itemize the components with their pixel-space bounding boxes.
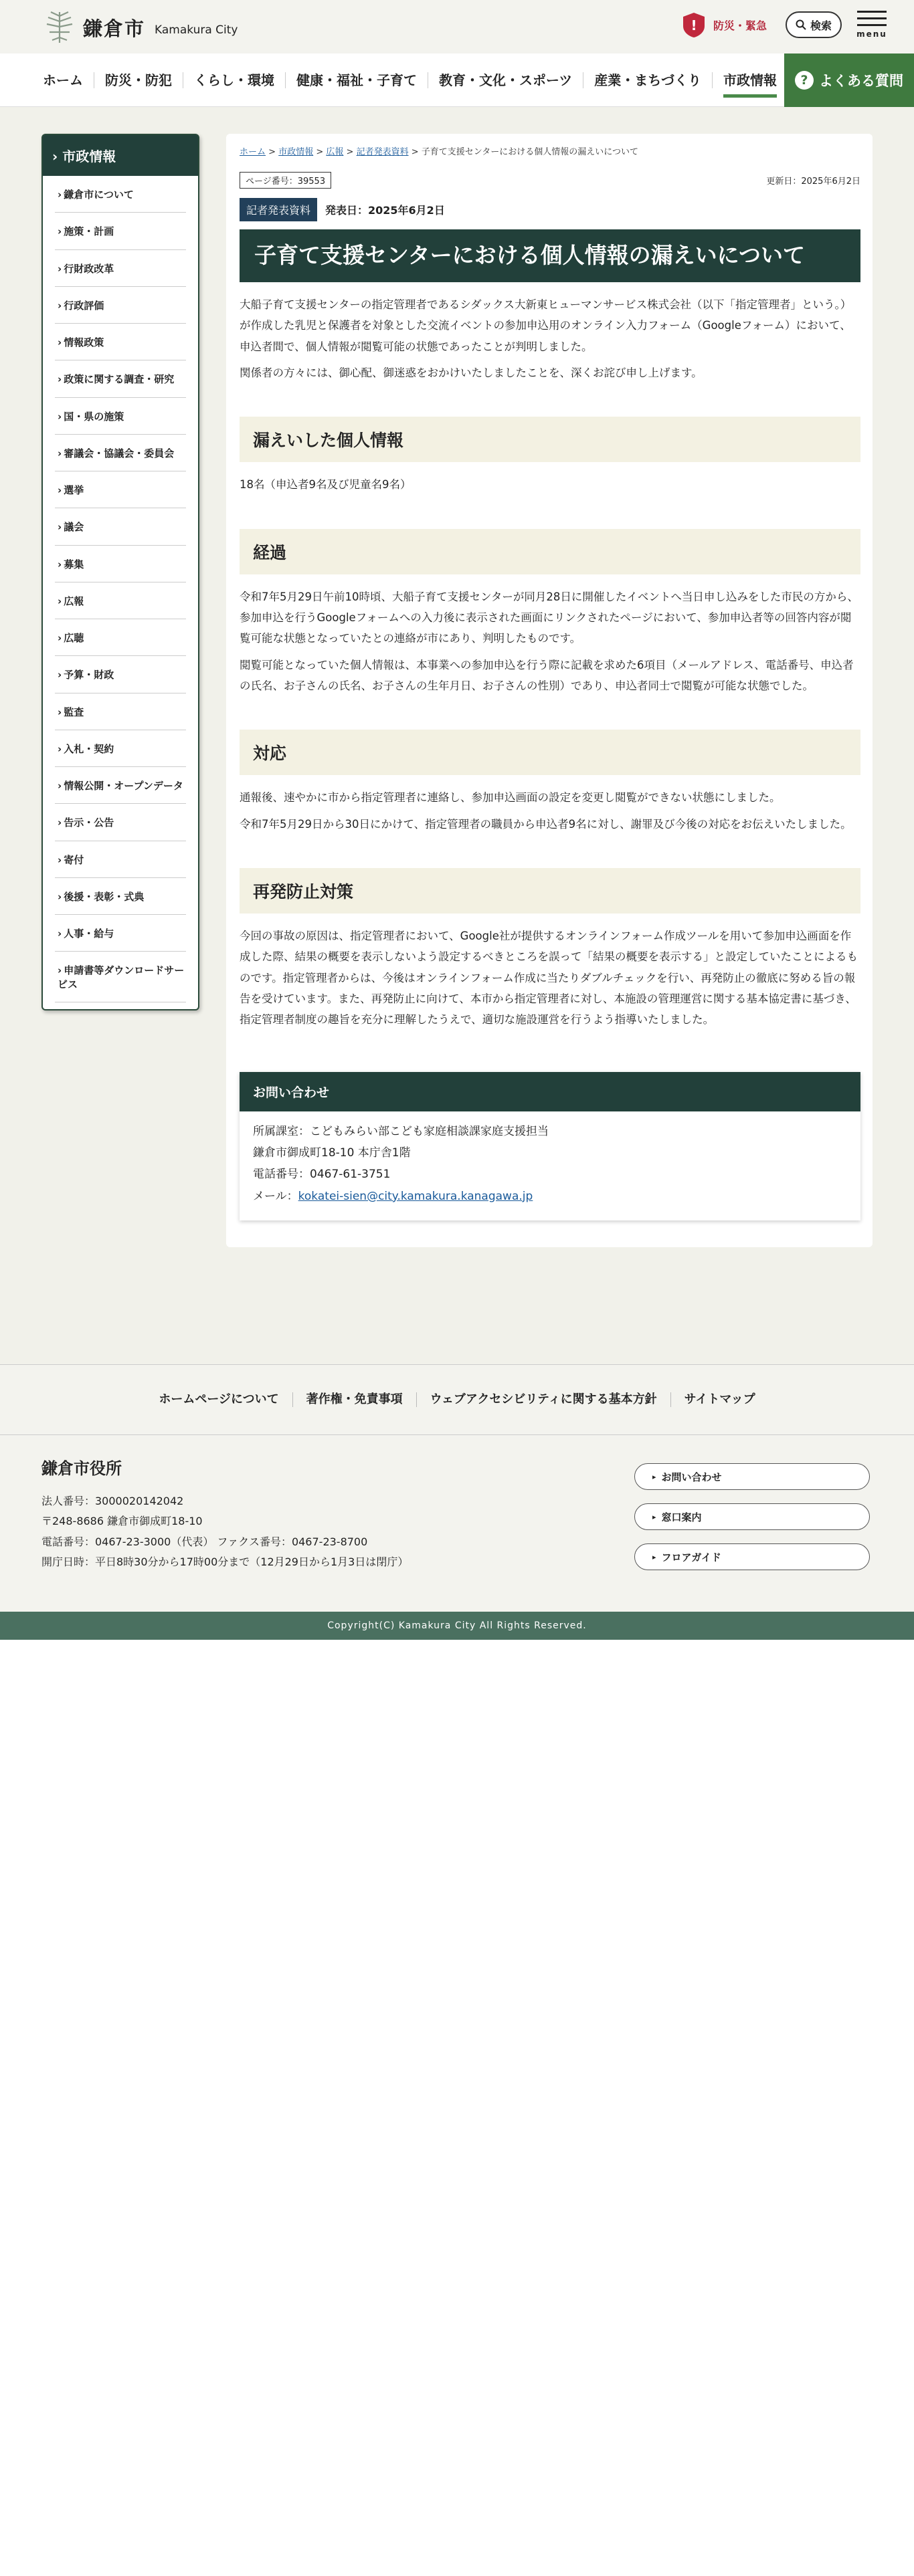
sidebar-item[interactable]: › 政策に関する調査・研究 [55,360,186,397]
search-button[interactable] [786,11,842,38]
footer-link-about[interactable]: ホームページについて [145,1392,292,1407]
sidebar-title[interactable]: › 市政情報 [43,135,198,176]
gnav-item-education[interactable]: 教育・文化・スポーツ [428,72,583,88]
intro-paragraph: 大船子育て支援センターの指定管理者であるシダックス大新東ヒューマンサービス株式会社（以下「指定管理者」という。）が作成した乳児と保護者を対象とした交流イベントの参加申込用のオンライン入力フォーム（Googleフォーム）において、申込者間で、個人情報が閲覧可能の状態であったことが判明しました。 [240,298,852,353]
footer-counter-guide-button[interactable]: ▸ 窓口案内 [634,1503,870,1530]
contact-box [240,1072,860,1220]
sidebar-item[interactable]: › 国・県の施策 [55,398,186,435]
search-icon [796,19,806,30]
course-paragraph: 閲覧可能となっていた個人情報は、本事業への参加申込を行う際に記載を求めた6項目（メールアドレス、電話番号、申込者の氏名、お子さんの氏名、お子さんの生年月日、お子さんの性別）であり、申込者同士で閲覧が可能な状態でした。 [240,658,854,692]
city-emblem-icon [41,9,78,45]
main-area [0,107,914,1364]
gnav-item-health[interactable]: 健康・福祉・子育て [286,72,428,88]
hamburger-icon [857,11,887,13]
sidebar-item[interactable]: › 施策・計画 [55,213,186,249]
breadcrumb-home[interactable]: ホーム [240,147,266,157]
site-header [0,0,914,53]
sidebar-item[interactable]: › 議会 [55,508,186,545]
section-heading-response: 対応 [240,730,860,775]
leak-paragraph: 18名（申込者9名及び児童名9名） [240,478,412,492]
search-label: 検索 [810,19,832,32]
footer-floor-guide-button[interactable]: ▸ フロアガイド [634,1543,870,1570]
sidebar-item[interactable]: › 予算・財政 [55,656,186,693]
footer-link-copyright[interactable]: 著作権・免責事項 [293,1392,417,1407]
sidebar-item[interactable]: › 広聴 [55,619,186,656]
hamburger-bar [857,24,887,26]
hamburger-bar [857,17,887,19]
sidebar-item[interactable]: › 行財政改革 [55,250,186,287]
prevention-paragraph: 今回の事故の原因は、指定管理者において、Google社が提供するオンラインフォーム作成ツールを用いて参加申込画面を作成した際、結果の概要を表示しないよう設定するべきところを誤って「結果の概要を表示する」と設定していたことによるものです。指定管理者からは、今後はオンラインフォーム作成に当たりダブルチェックを行い、再発防止の徹底に努める旨の報告を受けています。また、再発防止に向けて、本市から指定管理者に対し、本施設の管理運営に関する基本協定書に基づき、指定管理者制度の趣旨を充分に理解したうえで、適切な施設運営を行うよう指導いたしました。 [240,930,858,1027]
gnav-item-disaster[interactable]: 防災・防犯 [94,72,183,88]
press-release-badge: 記者発表資料 [240,198,317,221]
faq-button[interactable] [784,53,914,107]
apology-paragraph: 関係者の方々には、御心配、御迷惑をおかけいたしましたことを、深くお詫び申し上げます。 [240,366,703,379]
gnav-item-city-admin[interactable]: 市政情報 [713,72,788,88]
sidebar-nav [41,134,199,1010]
breadcrumb-current: 子育て支援センターにおける個人情報の漏えいについて [421,147,638,157]
breadcrumb-press[interactable]: 記者発表資料 [356,147,409,157]
page-title: 子育て支援センターにおける個人情報の漏えいについて [240,229,860,282]
section-heading-prevention: 再発防止対策 [240,868,860,914]
svg-text:!: ! [691,17,697,33]
gnav-item-home[interactable]: ホーム [32,72,94,88]
breadcrumb: ホーム > 市政情報 > 広報 > 記者発表資料 > 子育て支援センターにおける個人情報の漏えいについて [240,147,638,157]
sidebar-item[interactable]: › 告示・公告 [55,804,186,841]
sidebar-item[interactable]: › 監査 [55,693,186,730]
footer-org-name: 鎌倉市役所 [41,1459,122,1478]
sidebar-item[interactable]: › 選挙 [55,471,186,508]
response-paragraph: 通報後、速やかに市から指定管理者に連絡し、参加申込画面の設定を変更し閲覧ができない状態にしました。 [240,791,781,804]
sidebar-item[interactable]: › 行政評価 [55,287,186,324]
footer-contact-button[interactable]: ▸ お問い合わせ [634,1463,870,1490]
sidebar-item[interactable]: › 情報公開・オープンデータ [55,767,186,804]
breadcrumb-pr[interactable]: 広報 [326,147,344,157]
sidebar-item[interactable]: › 寄付 [55,841,186,878]
response-paragraph: 令和7年5月29日から30日にかけて、指定管理者の職員から申込者9名に対し、謝罪及び今後の対応をお伝えいたしました。 [240,817,852,831]
contact-address: 鎌倉市御成町18-10 本庁舎1階 [253,1146,411,1160]
section-heading-leak: 漏えいした個人情報 [240,417,860,462]
sidebar-title-text: 市政情報 [62,148,116,165]
sidebar-item[interactable]: › 広報 [55,582,186,619]
footer-corp-no: 法人番号：3000020142042 [41,1495,184,1507]
menu-button[interactable] [856,11,887,39]
contact-email-link[interactable]: kokatei-sien@city.kamakura.kanagawa.jp [298,1189,533,1203]
article-content [226,134,873,1247]
press-date: 発表日：2025年6月2日 [325,204,445,217]
sidebar-item[interactable]: › 入札・契約 [55,730,186,767]
shield-alert-icon [681,11,707,38]
question-icon: ? [795,71,814,90]
disaster-emergency-link[interactable] [681,11,767,38]
section-heading-course: 経過 [240,529,860,574]
gnav-item-living[interactable]: くらし・環境 [183,72,286,88]
sidebar-item[interactable]: › 後援・表彰・式典 [55,878,186,915]
menu-label: menu [856,29,887,39]
logo-title: 鎌倉市 [83,17,146,40]
footer-link-accessibility[interactable]: ウェブアクセシビリティに関する基本方針 [417,1392,671,1407]
footer-nav [0,1364,914,1435]
footer-link-sitemap[interactable]: サイトマップ [684,1392,755,1406]
footer-hours: 開庁日時：平日8時30分から17時00分まで（12月29日から1月3日は閉庁） [41,1555,409,1569]
global-nav [0,53,914,107]
site-logo[interactable] [41,9,238,45]
logo-subtitle: Kamakura City [155,23,238,37]
contact-tel: 電話番号：0467-61-3751 [253,1168,391,1182]
page-number: ページ番号：39553 [240,172,331,189]
faq-label: よくある質問 [819,73,903,89]
course-paragraph: 令和7年5月29日午前10時頃、大船子育て支援センターが同月28日に開催したイベントへ当日申し込みをした市民の方から、参加申込を行うGoogleフォームへの入力後に表示された画面にリンクされたページにおいて、参加申込者等の回答内容が閲覧可能な状態となっていたとの連絡が市にあり、判明したものです。 [240,590,858,645]
sidebar-item[interactable]: › 募集 [55,546,186,582]
contact-mail-label: メール： [253,1189,298,1203]
updated-date: 更新日：2025年6月2日 [766,177,860,187]
sidebar-item[interactable]: › 情報政策 [55,324,186,360]
site-footer [0,1435,914,1612]
sidebar-item[interactable]: › 申請書等ダウンロードサービス [55,952,186,1002]
disaster-label: 防災・緊急 [713,19,767,32]
sidebar-item[interactable]: › 人事・給与 [55,915,186,952]
contact-title: お問い合わせ [240,1072,860,1111]
breadcrumb-city-admin[interactable]: 市政情報 [278,147,314,157]
sidebar-item[interactable]: › 鎌倉市について [55,176,186,213]
sidebar-item[interactable]: › 審議会・協議会・委員会 [55,435,186,471]
footer-address: 〒248-8686 鎌倉市御成町18-10 [41,1515,203,1528]
footer-tel: 電話番号：0467-23-3000（代表） ファクス番号：0467-23-8700 [41,1535,368,1548]
gnav-item-industry[interactable]: 産業・まちづくり [583,72,713,88]
contact-dept: 所属課室：こどもみらい部こども家庭相談課家庭支援担当 [253,1124,549,1138]
copyright: Copyright(C) Kamakura City All Rights Reserved. [0,1612,914,1640]
